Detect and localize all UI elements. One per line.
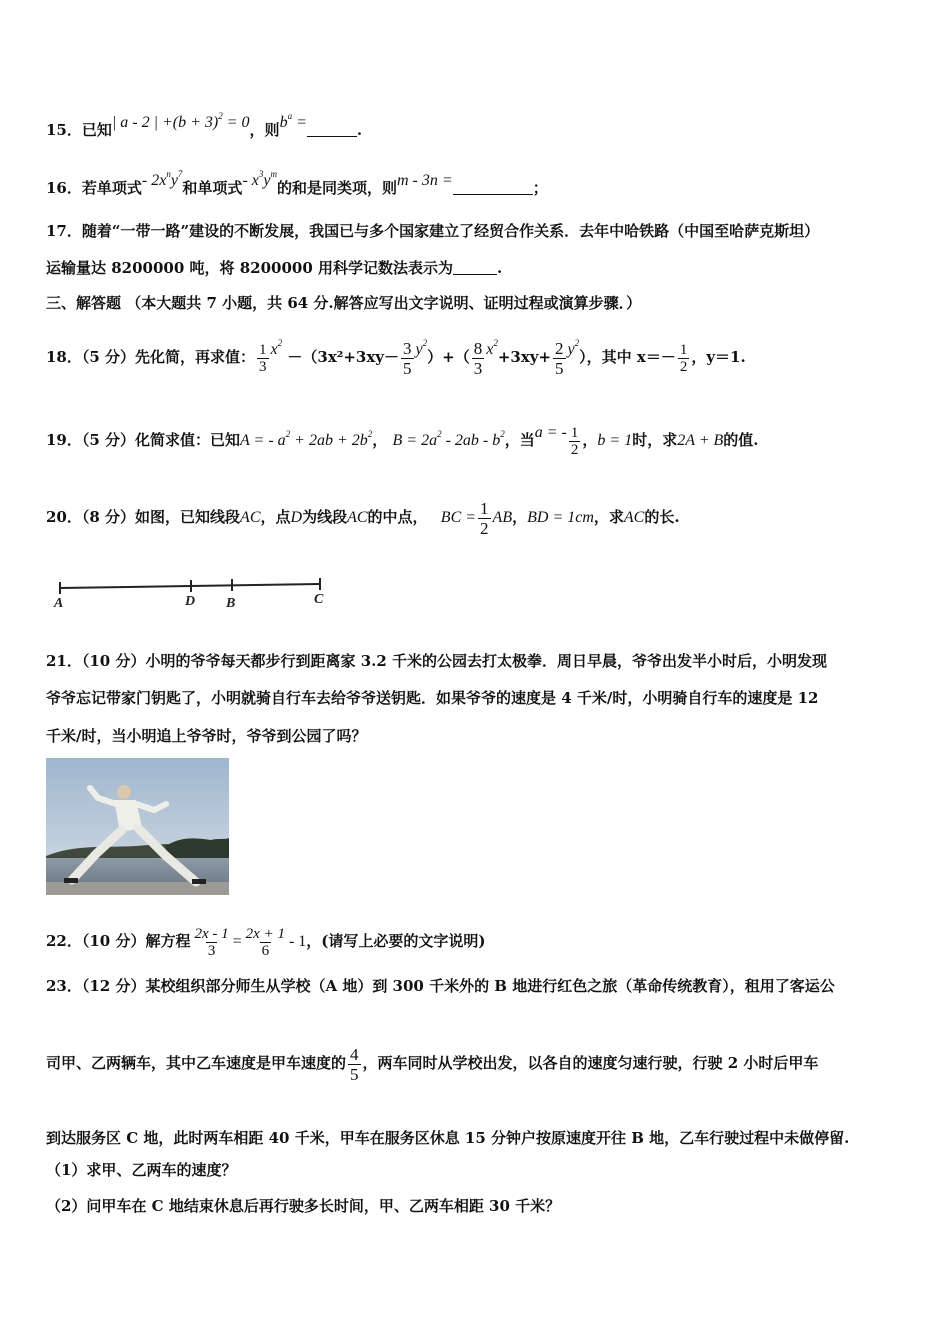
q16-monomial-2: - $x^3y^m$ <box>242 169 277 189</box>
fraction: $\frac{2}{5}$ <box>555 338 564 378</box>
point-label-b: B <box>226 596 236 611</box>
question-19: 19．（5 分）化简求值：已知A = - $a^2 + 2ab + 2b^2$， $B = 2a^2 - 2ab - b^2$，当a = - $\frac{1}{2}$ ，b = 1时，求2A + B的值. <box>46 424 759 458</box>
tai-chi-photo <box>46 758 229 895</box>
q16-expression: m - 3n = <box>397 172 453 189</box>
question-23-line-2: 司甲、乙两辆车，其中乙车速度是甲车速度的 $\frac{4}{5}$ ，两车同时从学校出发，以各自的速度匀速行驶，行驶 2 小时后甲车 <box>46 1044 819 1084</box>
question-21-line-2: 爷爷忘记带家门钥匙了，小明就骑自行车去给爷爷送钥匙．如果爷爷的速度是 4 千米/时，小明骑自行车的速度是 12 <box>46 689 819 707</box>
question-18: 18．（5 分）先化简，再求值： $\frac{1}{3}$ $x^2 -(3x^2+3xy-$ $\frac{3}{5}$ $y^2)+$（ $\frac{8}{3}$ $x^2+3xy+$ $\frac{2}{5}$ $y^2$），其中 x＝－ $\frac{1}{2}$ ，y＝1. <box>46 338 746 378</box>
line-segment-figure <box>48 574 338 614</box>
question-21-line-1: 21．（10 分）小明的爷爷每天都步行到距离家 3.2 千米的公园去打太极拳．周日早晨，爷爷出发半小时后，小明发现 <box>46 652 828 670</box>
question-23-line-1: 23．（12 分）某校组织部分师生从学校（A 地）到 300 千米外的 B 地进行红色之旅（革命传统教育），租用了客运公 <box>46 977 835 995</box>
fraction: $\frac{1}{2}$ <box>570 424 579 458</box>
question-20: 20．（8 分）如图，已知线段AC，点D为线段AC的中点， BC = $\frac{1}{2}$ AB，BD = 1cm，求AC的长. <box>46 498 680 538</box>
question-15: 15．已知| a - 2 | $+(b + 3)^2 = 0$，则$b^a$ = . <box>46 111 363 139</box>
question-21-line-3: 千米/时，当小明追上爷爷时，爷爷到公园了吗？ <box>46 727 367 745</box>
fraction: $\frac{1}{3}$ <box>259 341 267 375</box>
answer-blank[interactable] <box>453 260 497 275</box>
question-17-line-2: 运输量达 8200000 吨，将 8200000 用科学记数法表示为 . <box>46 259 503 277</box>
question-23-part-1: （1）求甲、乙两车的速度？ <box>46 1161 237 1179</box>
question-22: 22．（10 分）解方程 $\frac{2x - 1}{3}$ = $\frac{2x + 1}{6}$ - 1，(请写上必要的文字说明) <box>46 925 486 959</box>
answer-blank[interactable] <box>307 122 357 137</box>
question-16: 16．若单项式- $2x^ny^7$和单项式- $x^3y^m$的和是同类项，则m - 3n = ； <box>46 169 548 197</box>
answer-blank[interactable] <box>453 180 533 195</box>
question-23-line-3: 到达服务区 C 地，此时两车相距 40 千米，甲车在服务区休息 15 分钟户按原速度开往 B 地，乙车行驶过程中未做停留. <box>46 1129 850 1147</box>
point-label-c: C <box>314 592 324 607</box>
fraction: $\frac{2x - 1}{3}$ <box>194 925 229 959</box>
fraction: $\frac{1}{2}$ <box>679 341 688 375</box>
fraction: $\frac{4}{5}$ <box>350 1044 359 1084</box>
section-heading: 三、解答题 （本大题共 7 小题，共 64 分.解答应写出文字说明、证明过程或演算步骤．） <box>46 294 642 312</box>
fraction: $\frac{3}{5}$ <box>403 338 412 378</box>
question-17-line-1: 17．随着“一带一路”建设的不断发展，我国已与多个国家建立了经贸合作关系．去年中哈铁路（中国至哈萨克斯坦） <box>46 222 820 240</box>
q15-equation: | a - 2 | $+(b + 3)^2 = 0$ <box>111 111 250 131</box>
question-23-part-2: （2）问甲车在 C 地结束休息后再行驶多长时间，甲、乙两车相距 30 千米？ <box>46 1197 561 1215</box>
point-label-d: D <box>185 594 196 609</box>
q19-expr-a: A = - $a^2 + 2ab + 2b^2$ <box>240 429 373 449</box>
fraction: $\frac{8}{3}$ <box>473 338 483 378</box>
point-label-a: A <box>54 596 64 611</box>
fraction: $\frac{2x + 1}{6}$ <box>245 925 285 959</box>
fraction: $\frac{1}{2}$ <box>480 498 489 538</box>
q19-expr-b: $B = 2a^2 - 2ab - b^2$ <box>392 429 505 449</box>
q16-monomial-1: - $2x^ny^7$ <box>141 169 183 189</box>
q15-expression: $b^a$ = <box>279 111 307 131</box>
